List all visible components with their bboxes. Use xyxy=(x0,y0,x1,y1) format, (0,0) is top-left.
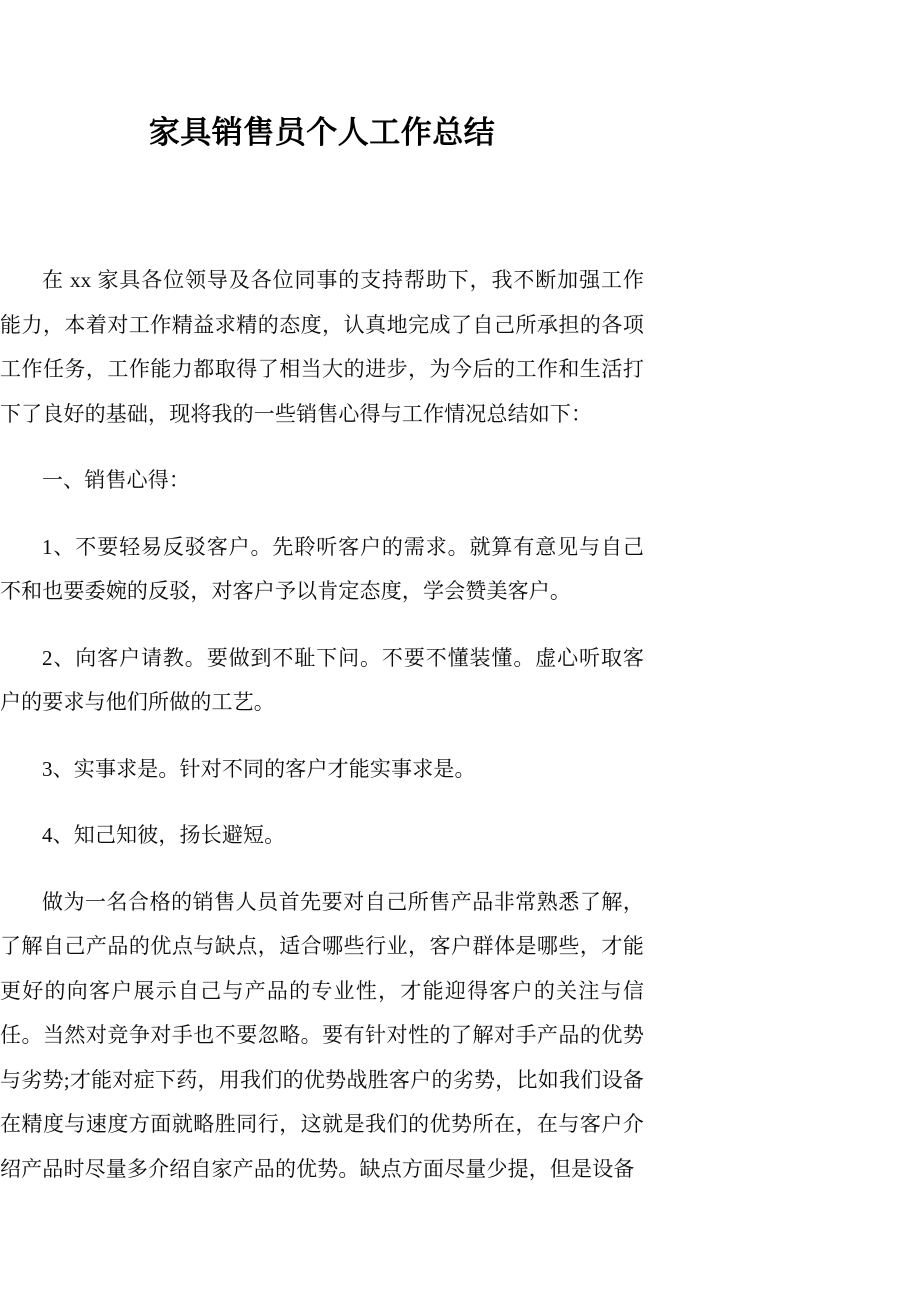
paragraph-closing: 做为一名合格的销售人员首先要对自己所售产品非常熟悉了解，了解自己产品的优点与缺点，适合哪些行业，客户群体是哪些，才能更好的向客户展示自己与产品的专业性，才能迎得客户的关注与信任。当然对竞争对手也不要忽略。要有针对性的了解对手产品的优势与劣势;才能对症下药，用我们的优势战胜客户的劣势，比如我们设备在精度与速度方面就略胜同行，这就是我们的优势所在，在与客户介绍产品时尽量多介绍自家产品的优势。缺点方面尽量少提，但是设备 xyxy=(0,889,644,1181)
list-item-3: 3、实事求是。针对不同的客户才能实事求是。 xyxy=(42,756,476,781)
list-item-4: 4、知己知彼，扬长避短。 xyxy=(42,823,286,847)
list-item-2: 2、向客户请教。要做到不耻下问。不要不懂装懂。虚心听取客户的要求与他们所做的工艺。 xyxy=(0,645,644,714)
paragraph-intro: 在 xx 家具各位领导及各位同事的支持帮助下，我不断加强工作能力，本着对工作精益求精的态度，认真地完成了自己所承担的各项工作任务，工作能力都取得了相当大的进步，为今后的工作和生活打下了良好的基础，现将我的一些销售心得与工作情况总结如下： xyxy=(0,268,644,426)
section-heading-sales-insights: 一、销售心得： xyxy=(42,468,191,492)
list-item-1: 1、不要轻易反驳客户。先聆听客户的需求。就算有意见与自己不和也要委婉的反驳，对客户予以肯定态度，学会赞美客户。 xyxy=(0,534,644,603)
page-title: 家具销售员个人工作总结 xyxy=(148,115,496,150)
document-body xyxy=(0,258,644,1191)
